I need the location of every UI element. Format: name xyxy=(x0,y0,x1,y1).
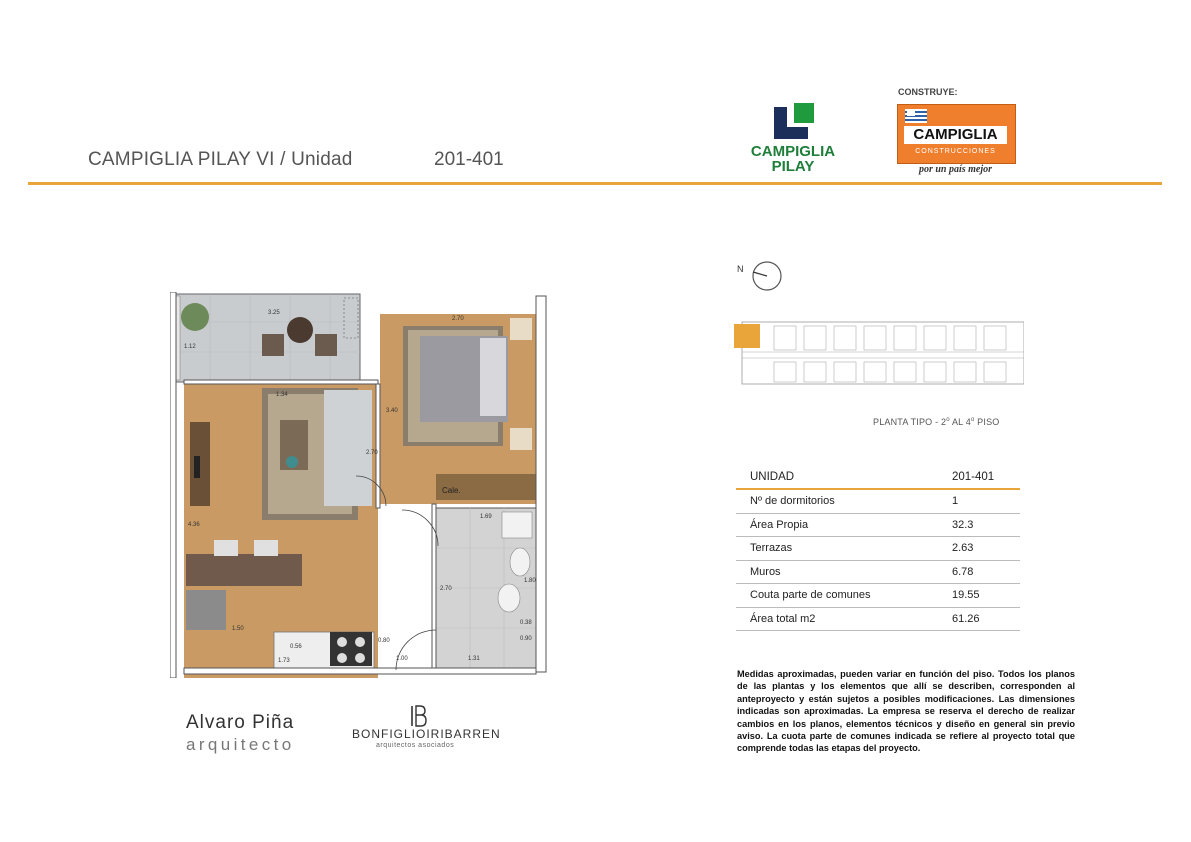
table-header-row xyxy=(736,466,1020,489)
dim-label: 1.80 xyxy=(524,578,536,584)
dim-label: 1.12 xyxy=(184,344,196,350)
pilay-logo-line2: PILAY xyxy=(771,158,815,175)
dim-label: 0.38 xyxy=(520,620,532,626)
table-row xyxy=(736,489,1020,513)
construye-label: CONSTRUYE: xyxy=(898,87,958,97)
row-value: 2.63 xyxy=(952,537,1020,561)
unit-table xyxy=(736,466,1020,631)
location-plan xyxy=(734,318,1024,390)
table-row xyxy=(736,513,1020,537)
studio-logo-icon xyxy=(409,705,427,727)
dim-label: 0.90 xyxy=(520,636,532,642)
pilay-logo-text xyxy=(728,144,858,174)
caption-prefix: PLANTA TIPO - 2 xyxy=(873,417,947,427)
studio-name: BONFIGLIOIRIBARREN xyxy=(352,727,501,741)
disclaimer-text: Medidas aproximadas, pueden variar en función del piso. Todos los planos de las plantas y los elementos que allí se describen, corresponden al anteproyecto y están sujetos a posibles modificaciones. Las dimensiones indicadas son aproximadas. La empresa se reserva el derecho de realizar cambios en los planos, elementos técnicos y diseño en general sin previo aviso. La cuota parte de comunes indicada se refiere al proyecto total que comprende todas las etapas del proyecto. xyxy=(737,669,1075,754)
campiglia-logo-sub: CONSTRUCCIONES xyxy=(915,148,996,155)
caption-superscript: o xyxy=(946,417,950,423)
pilay-logo-mark xyxy=(774,103,814,143)
studio-subtitle: arquitectos asociados xyxy=(376,742,455,749)
svg-text:N: N xyxy=(737,264,744,274)
row-label: Área Propia xyxy=(736,513,952,537)
row-value: 6.78 xyxy=(952,560,1020,584)
row-value: 32.3 xyxy=(952,513,1020,537)
caption-superscript: o xyxy=(970,417,975,423)
architect-name: Alvaro Piña xyxy=(186,712,295,733)
dim-label: 1.34 xyxy=(276,392,288,398)
row-label: Muros xyxy=(736,560,952,584)
dim-label: 2.70 xyxy=(452,316,464,322)
dim-label: 1.50 xyxy=(232,626,244,632)
row-label: Nº de dormitorios xyxy=(736,489,952,513)
caption-suffix: PISO xyxy=(974,417,1000,427)
table-header-label: UNIDAD xyxy=(736,466,952,489)
table-row xyxy=(736,584,1020,608)
dim-label: 1.31 xyxy=(468,656,480,662)
header-divider xyxy=(28,182,1162,185)
table-header-value: 201-401 xyxy=(952,466,1020,489)
north-compass-icon xyxy=(735,258,785,294)
project-title: CAMPIGLIA PILAY VI / Unidad xyxy=(88,149,353,170)
dim-label: 1.69 xyxy=(480,514,492,520)
dim-label: 3.25 xyxy=(268,310,280,316)
table-row xyxy=(736,560,1020,584)
dim-label: 3.40 xyxy=(386,408,398,414)
row-label: Couta parte de comunes xyxy=(736,584,952,608)
location-plan-caption xyxy=(873,417,1000,427)
dim-label: 2.70 xyxy=(440,586,452,592)
row-label: Terrazas xyxy=(736,537,952,561)
row-label: Área total m2 xyxy=(736,607,952,631)
dim-label: 2.70 xyxy=(366,450,378,456)
dim-label: 4.36 xyxy=(188,522,200,528)
unit-code: 201-401 xyxy=(434,149,504,170)
row-value: 1 xyxy=(952,489,1020,513)
cale-label: Cale. xyxy=(442,486,461,495)
dim-label: 0.56 xyxy=(290,644,302,650)
dim-label: 1.00 xyxy=(396,656,408,662)
pilay-logo-line1: CAMPIGLIA xyxy=(750,143,836,160)
dim-label: 0.80 xyxy=(378,638,390,644)
table-row xyxy=(736,537,1020,561)
caption-mid: AL 4 xyxy=(949,417,971,427)
campiglia-logo-text: CAMPIGLIA xyxy=(904,126,1007,144)
architect-role: arquitecto xyxy=(186,735,295,754)
campiglia-motto: por un país mejor xyxy=(918,164,993,175)
row-value: 19.55 xyxy=(952,584,1020,608)
floor-plan xyxy=(170,292,550,678)
table-row xyxy=(736,607,1020,631)
flag-sun-icon xyxy=(907,110,915,116)
row-value: 61.26 xyxy=(952,607,1020,631)
dim-label: 1.73 xyxy=(278,658,290,664)
